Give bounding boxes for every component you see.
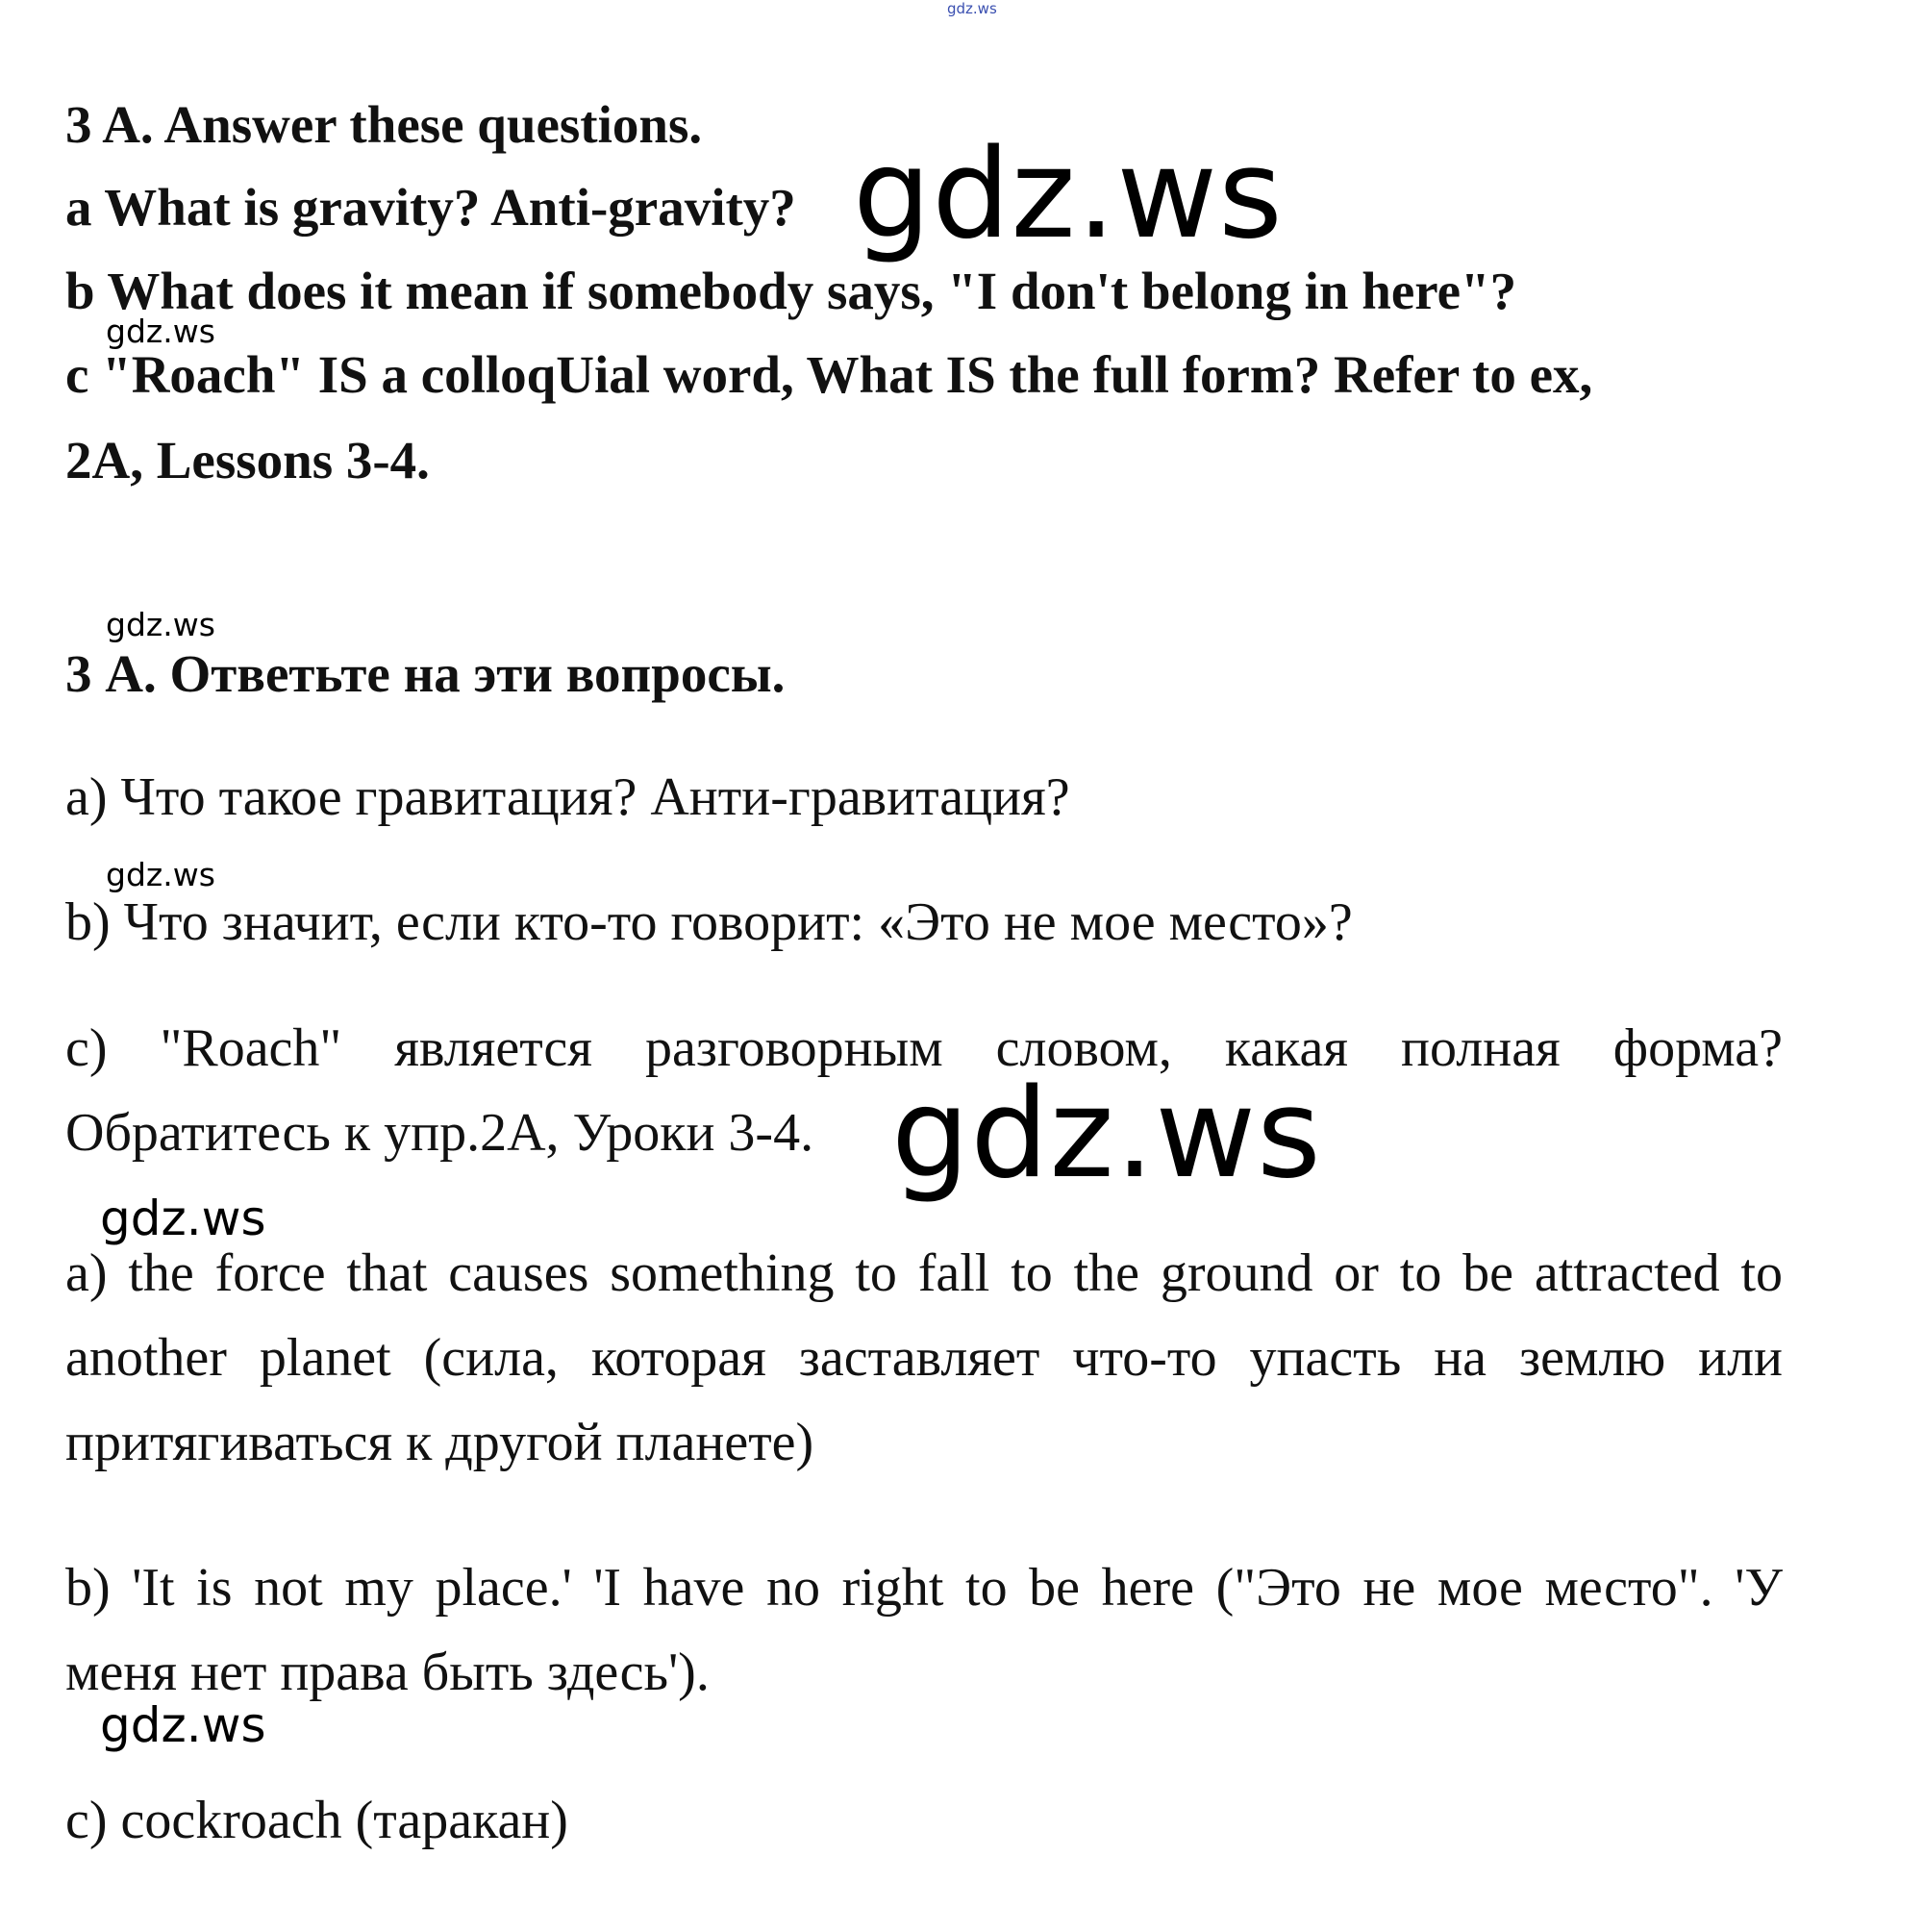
answer-b-line1: b) 'It is not my place.' 'I have no right to be here ("Это не мое место". 'У [65,1558,1783,1618]
russian-question-c-line2: Обратитесь к упр.2A, Уроки 3-4. [65,1103,814,1163]
answer-a [65,1231,1783,1485]
watermark-large-2: gdz.ws [891,1063,1322,1206]
english-question-c-line2: 2A, Lessons 3-4. [65,431,430,489]
answer-a-line2: another planet (сила, которая заставляет что-то упасть на землю или [65,1328,1783,1388]
watermark-medium-2: gdz.ws [100,1697,266,1753]
russian-question-b: b) Что значит, если кто-то говорит: «Это не мое место»? [65,892,1353,952]
watermark-small-3: gdz.ws [106,856,215,893]
watermark-top: gdz.ws [947,0,997,17]
answer-b [65,1545,1783,1715]
answer-a-line3: притягиваться к другой планете) [65,1413,814,1472]
english-question-a: a What is gravity? Anti-gravity? [65,178,796,237]
russian-question-c-line1: c) "Roach" является разговорным словом, какая полная форма? [65,1018,1783,1078]
watermark-small-1: gdz.ws [106,313,215,350]
russian-heading: 3 А. Ответьте на эти вопросы. [65,644,786,703]
english-heading: 3 A. Answer these questions. [65,95,703,154]
english-question-c-line1: c "Roach" IS a colloqUial word, What IS the full form? Refer to ex, [65,345,1593,404]
answer-b-line2: меня нет права быть здесь'). [65,1643,710,1702]
russian-question-a: a) Что такое гравитация? Анти-гравитация? [65,767,1070,827]
watermark-medium-1: gdz.ws [100,1191,266,1246]
watermark-large-1: gdz.ws [853,123,1284,266]
answer-a-line1: a) the force that causes something to fall to the ground or to be attracted to [65,1243,1783,1303]
english-question-b: b What does it mean if somebody says, "I don't belong in here"? [65,262,1517,320]
watermark-small-2: gdz.ws [106,606,215,643]
answer-c: c) cockroach (таракан) [65,1791,568,1850]
